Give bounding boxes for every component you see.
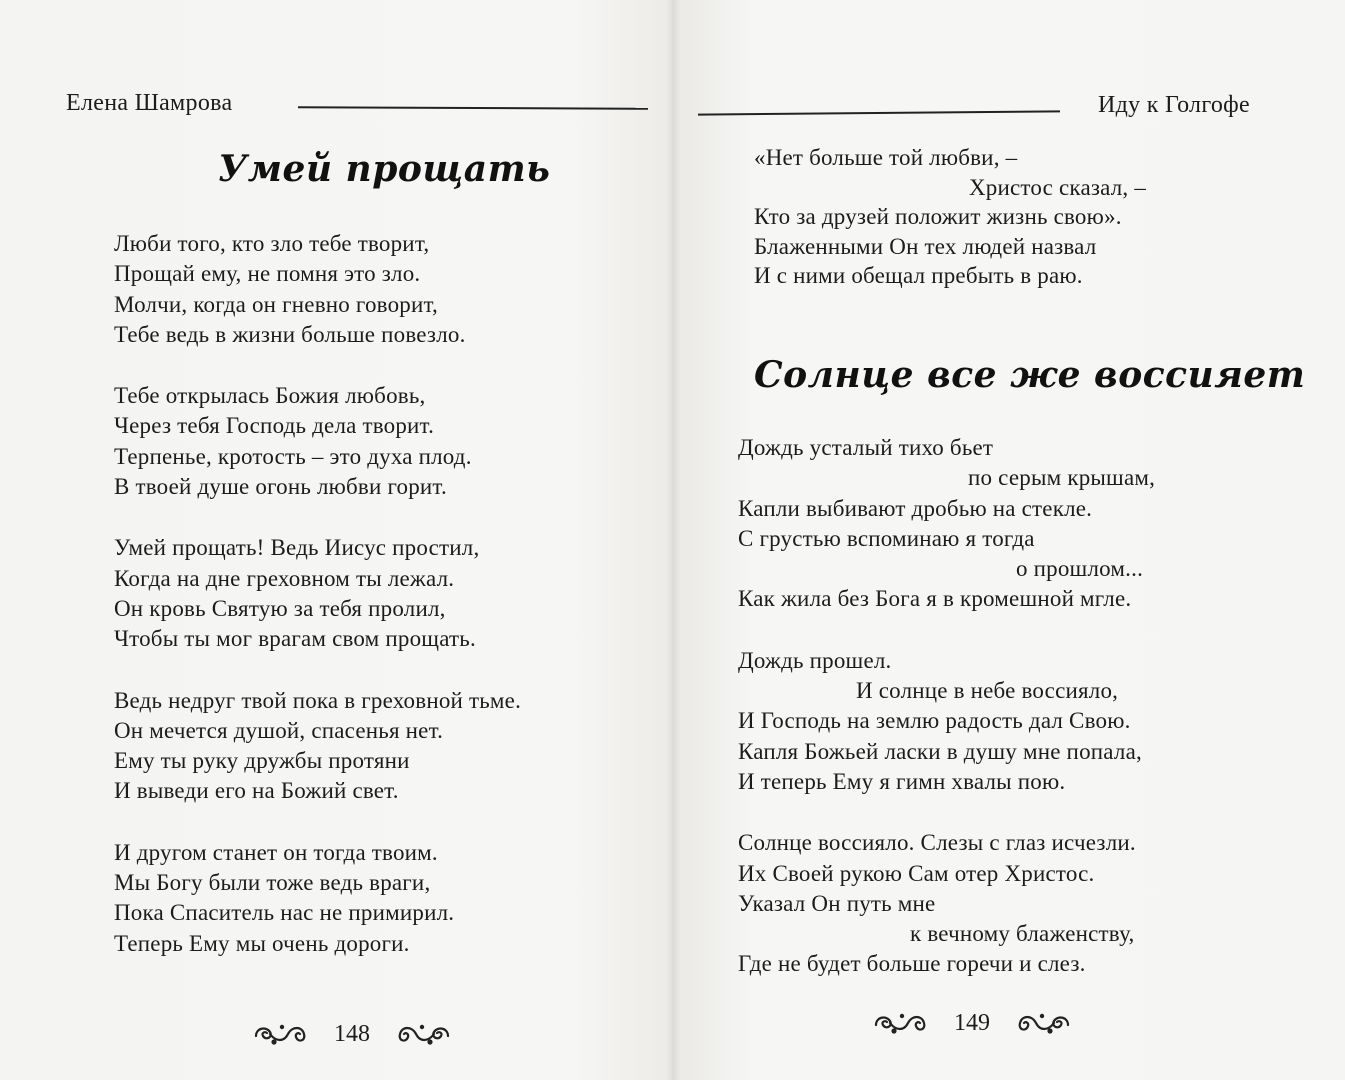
poem-line: «Нет больше той любви, – xyxy=(754,145,1018,170)
poem-line: Когда на дне греховном ты лежал. xyxy=(114,565,455,591)
poem-line: Молчи, когда он гневно говорит, xyxy=(114,291,438,317)
flourish-right-icon xyxy=(1016,1011,1072,1037)
poem-line: Мы Богу были тоже ведь враги, xyxy=(114,870,431,896)
poem-line: И Господь на землю радость дал Свою. xyxy=(738,708,1131,734)
poem-line: Дождь усталый тихо бьет xyxy=(738,435,994,460)
poem-line: Блаженными Он тех людей назвал xyxy=(754,233,1097,259)
page-folio xyxy=(252,1021,452,1048)
poem-line: Солнце воссияло. Слезы с глаз исчезли. xyxy=(738,830,1136,856)
running-head-author: Елена Шамрова xyxy=(66,90,233,116)
poem-line: Ему ты руку дружбы протяни xyxy=(114,748,410,774)
book-gutter xyxy=(666,0,680,1080)
poem-line: по серым крышам, xyxy=(968,465,1156,491)
header-rule xyxy=(698,110,1060,115)
poem-line: Умей прощать! Ведь Иисус простил, xyxy=(114,535,480,561)
poem-line: Кто за друзей положит жизнь свою». xyxy=(754,204,1122,229)
poem-line: о прошлом... xyxy=(1016,556,1144,582)
poem-title: Солнце все же воссияет xyxy=(754,354,1306,396)
poem-line: И другом станет он тогда твоим. xyxy=(114,839,438,865)
poem-line: И с ними обещал пребыть в раю. xyxy=(754,263,1083,288)
poem-line: Терпенье, кротость – это духа плод. xyxy=(114,443,472,469)
stanza xyxy=(738,828,1155,979)
poem-body xyxy=(738,433,1155,1011)
poem-line: Тебе открылась Божия любовь, xyxy=(114,383,426,409)
poem-line: Дождь прошел. xyxy=(738,647,892,673)
poem-line: Прощай ему, не помня это зло. xyxy=(114,261,421,287)
stanza xyxy=(738,433,1155,615)
poem-line: Христос сказал, – xyxy=(969,174,1147,200)
flourish-right-icon xyxy=(396,1022,452,1048)
poem-line: Ведь недруг твой пока в греховной тьме. xyxy=(114,687,522,713)
poem-line: Тебе ведь в жизни больше повезло. xyxy=(114,321,466,347)
page-folio xyxy=(872,1010,1072,1037)
poem-line: Люби того, кто зло тебе творит, xyxy=(114,231,430,256)
running-head-book-title: Иду к Голгофе xyxy=(1098,92,1250,118)
left-page xyxy=(0,0,672,1080)
poem-line: к вечному блаженству, xyxy=(910,921,1135,947)
flourish-left-icon xyxy=(252,1022,308,1048)
poem-line: Он кровь Святую за тебя пролил, xyxy=(114,595,446,621)
poem-line: С грустью вспоминаю я тогда xyxy=(738,525,1035,551)
poem-line: И теперь Ему я гимн хвалы пою. xyxy=(738,768,1066,794)
poem-line: Капли выбивают дробью на стекле. xyxy=(738,495,1093,521)
poem-line: Указал Он путь мне xyxy=(738,890,936,916)
poem-continuation xyxy=(754,143,1146,291)
right-page xyxy=(672,0,1345,1080)
poem-line: Как жила без Бога я в кромешной мгле. xyxy=(738,586,1132,612)
poem-line: Их Своей рукою Сам отер Христос. xyxy=(738,860,1095,886)
poem-line: Пока Спаситель нас не примирил. xyxy=(114,900,455,926)
stanza xyxy=(114,229,521,350)
poem-line: Теперь Ему мы очень дороги. xyxy=(114,930,410,956)
flourish-left-icon xyxy=(872,1011,928,1037)
poem-line: Через тебя Господь дела творит. xyxy=(114,413,435,439)
header-rule xyxy=(298,106,648,110)
stanza xyxy=(114,381,521,502)
stanza xyxy=(114,533,521,654)
poem-title: Умей прощать xyxy=(218,148,551,190)
poem-body xyxy=(114,229,521,990)
stanza xyxy=(114,838,521,959)
stanza xyxy=(114,686,521,807)
poem-line: Он мечется душой, спасенья нет. xyxy=(114,717,444,743)
page-number: 148 xyxy=(334,1021,370,1047)
poem-line: И солнце в небе воссияло, xyxy=(856,678,1119,704)
poem-line: Капля Божьей ласки в душу мне попала, xyxy=(738,738,1142,764)
poem-line: Чтобы ты мог врагам свом прощать. xyxy=(114,626,476,652)
poem-line: В твоей душе огонь любви горит. xyxy=(114,474,447,500)
poem-line: Где не будет больше горечи и слез. xyxy=(738,951,1086,977)
page-number: 149 xyxy=(954,1010,990,1036)
stanza xyxy=(738,646,1155,797)
poem-line: И выведи его на Божий свет. xyxy=(114,778,399,804)
